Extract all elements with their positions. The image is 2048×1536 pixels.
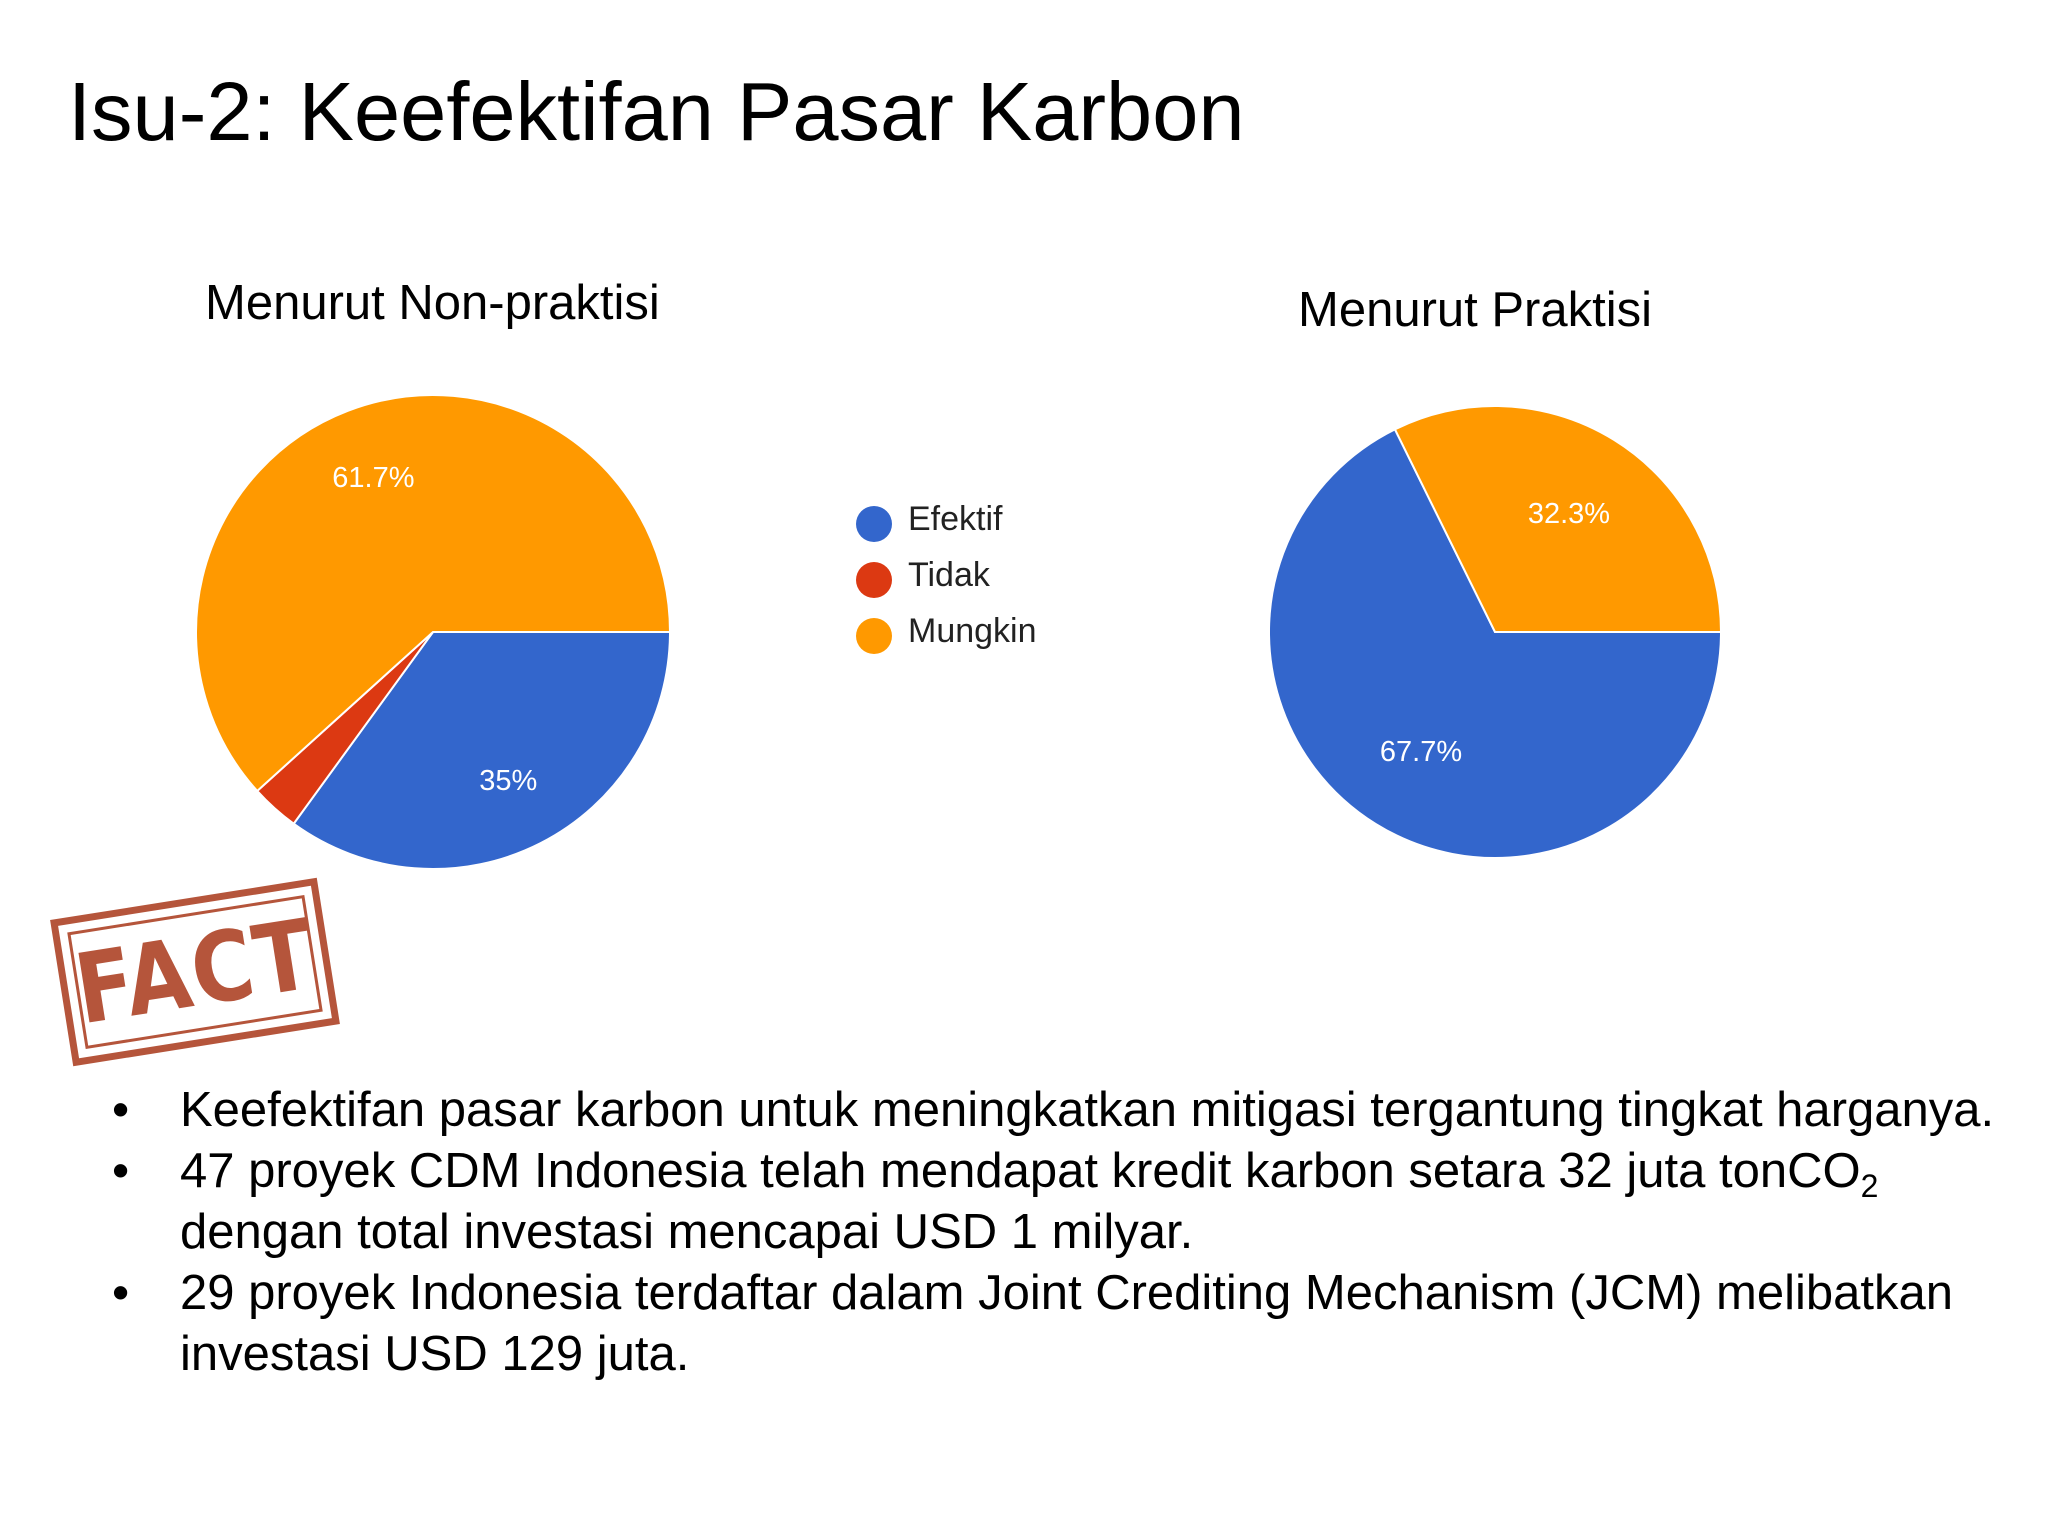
bullet-text: Keefektifan pasar karbon untuk meningkatkan mitigasi tergantung tingkat harganya.	[180, 1083, 1995, 1137]
legend-swatch-mungkin	[856, 618, 892, 654]
pie-slice-label: 67.7%	[1379, 736, 1463, 769]
chart-title-non-praktisi: Menurut Non-praktisi	[205, 276, 660, 330]
fact-stamp-frame	[67, 895, 323, 1049]
bullet-subscript: 2	[1860, 1168, 1879, 1204]
legend-swatch-efektif	[856, 506, 892, 542]
slide-title: Isu-2: Keefektifan Pasar Karbon	[68, 65, 1245, 158]
fact-stamp-text: FACT	[67, 897, 323, 1047]
legend-label: Tidak	[908, 556, 990, 594]
bullet-mark: •	[112, 1144, 130, 1198]
bullet-item	[112, 1263, 2012, 1385]
legend-label: Mungkin	[908, 612, 1037, 650]
legend-swatch-tidak	[856, 562, 892, 598]
bullet-text: 47 proyek CDM Indonesia telah mendapat kredit karbon setara 32 juta tonCO	[180, 1144, 1861, 1198]
bullet-mark: •	[112, 1083, 130, 1137]
legend-label: Efektif	[908, 500, 1003, 538]
bullet-text: 29 proyek Indonesia terdaftar dalam Joint Crediting Mechanism (JCM) melibatkan investasi USD 129 juta.	[180, 1266, 1953, 1381]
bullet-item	[112, 1080, 2012, 1141]
bullet-text-tail: dengan total investasi mencapai USD 1 milyar.	[180, 1205, 1194, 1259]
chart-title-praktisi: Menurut Praktisi	[1298, 283, 1653, 337]
pie-chart-praktisi	[1269, 406, 1721, 858]
bullet-list	[112, 1080, 2012, 1385]
pie-chart-non-praktisi	[196, 395, 670, 869]
bullet-mark: •	[112, 1266, 130, 1320]
bullet-item	[112, 1141, 2012, 1263]
pie-slice-label: 61.7%	[332, 462, 415, 495]
pie-slice-label: 32.3%	[1527, 497, 1611, 530]
pie-slice-label: 35%	[479, 764, 538, 797]
